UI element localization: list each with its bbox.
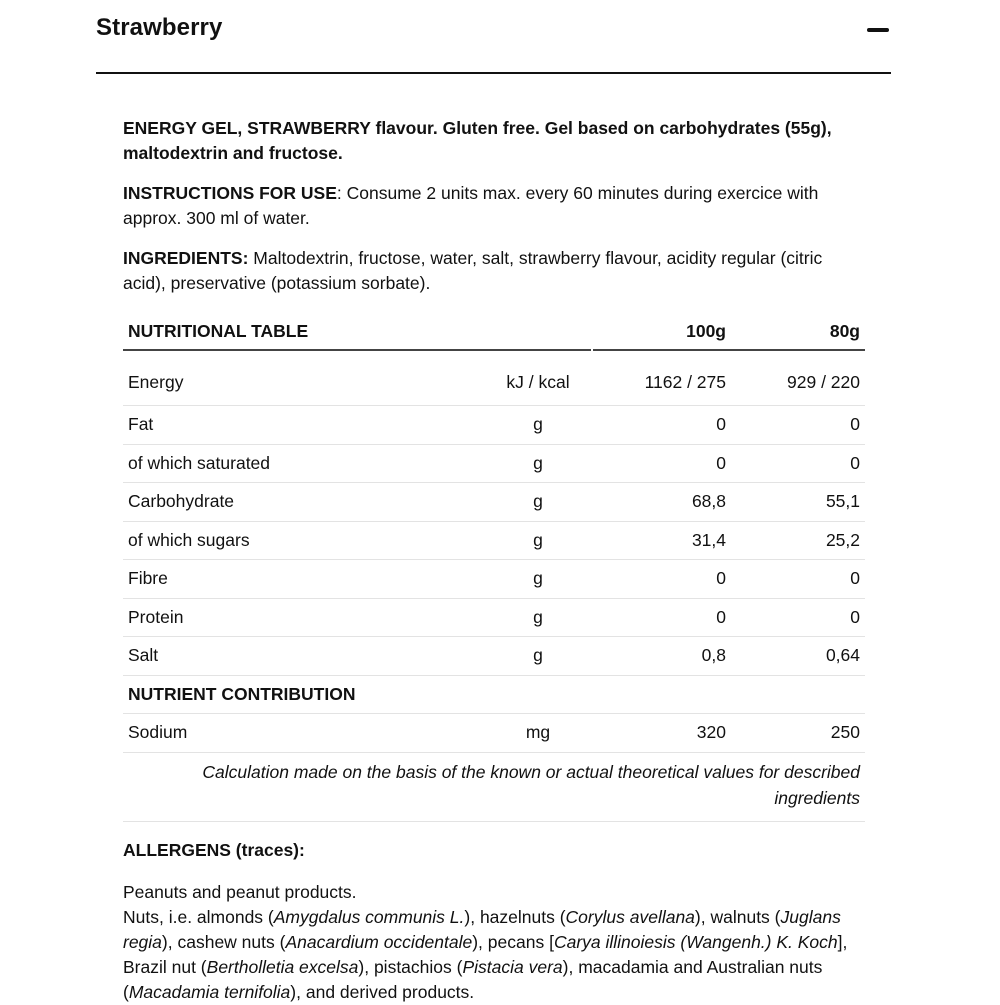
nutrient-name: of which sugars	[123, 522, 483, 561]
column-header-100g: 100g	[593, 313, 731, 351]
allergen-peanuts: Peanuts and peanut products.	[123, 881, 357, 902]
value-100g: 0	[593, 599, 731, 638]
allergen-text-part: Nuts, i.e. almonds (	[123, 906, 274, 927]
nutrient-name: Carbohydrate	[123, 483, 483, 522]
allergen-text-part: ), pistachios (	[358, 956, 463, 977]
value-100g: 0	[593, 560, 731, 599]
accordion-content	[123, 116, 865, 1005]
instructions-text: : Consume 2 units max. every 60 minutes during exercice with approx. 300 ml of water.	[123, 183, 819, 228]
nutrient-contribution-title: NUTRIENT CONTRIBUTION	[123, 676, 865, 715]
ingredients-label: INGREDIENTS:	[123, 248, 249, 268]
nutrient-name: Sodium	[123, 714, 483, 753]
allergens-heading: ALLERGENS (traces):	[123, 839, 305, 860]
table-row	[123, 406, 865, 445]
nutrient-name: Protein	[123, 599, 483, 638]
latin-name: Macadamia ternifolia	[128, 981, 291, 1002]
latin-name: Bertholletia excelsa	[206, 956, 359, 977]
value-80g: 0	[731, 406, 865, 445]
nutrient-unit: g	[483, 522, 593, 561]
table-row	[123, 560, 865, 599]
ingredients-paragraph	[123, 246, 865, 296]
nutritional-table	[123, 313, 865, 822]
latin-name: Carya illinoiesis (Wangenh.) K. Koch	[553, 931, 838, 952]
value-100g: 68,8	[593, 483, 731, 522]
value-100g: 0	[593, 445, 731, 484]
latin-name: Juglans regia	[123, 906, 841, 952]
allergen-text-part: ), and derived products.	[290, 981, 475, 1002]
table-row	[123, 637, 865, 676]
allergens-text	[123, 880, 865, 1005]
value-80g: 0	[731, 560, 865, 599]
instructions-paragraph	[123, 181, 865, 231]
table-row	[123, 445, 865, 484]
nutrient-unit: g	[483, 406, 593, 445]
nutrient-unit: kJ / kcal	[483, 351, 593, 406]
table-title: NUTRITIONAL TABLE	[123, 313, 591, 351]
value-80g: 25,2	[731, 522, 865, 561]
latin-name: Amygdalus communis L.	[273, 906, 465, 927]
nutrient-name: Energy	[123, 351, 483, 406]
allergen-text-part: ), cashew nuts (	[161, 931, 286, 952]
allergen-text-part: ), pecans [	[472, 931, 554, 952]
value-100g: 0	[593, 406, 731, 445]
table-row	[123, 599, 865, 638]
value-100g: 1162 / 275	[593, 351, 731, 406]
table-note-row	[123, 753, 865, 822]
product-description: ENERGY GEL, STRAWBERRY flavour. Gluten free. Gel based on carbohydrates (55g), maltodextrin and fructose.	[123, 118, 832, 163]
value-100g: 320	[593, 714, 731, 753]
value-100g: 0,8	[593, 637, 731, 676]
allergen-text-part: ), macadamia and Australian nuts (	[123, 956, 823, 1002]
value-80g: 0	[731, 445, 865, 484]
latin-name: Pistacia vera	[462, 956, 563, 977]
nutrient-name: Salt	[123, 637, 483, 676]
column-header-80g: 80g	[731, 313, 865, 351]
nutrient-name: of which saturated	[123, 445, 483, 484]
value-80g: 929 / 220	[731, 351, 865, 406]
table-header-row	[123, 313, 865, 351]
nutrient-name: Fat	[123, 406, 483, 445]
value-80g: 55,1	[731, 483, 865, 522]
instructions-label: INSTRUCTIONS FOR USE	[123, 183, 337, 203]
minus-icon[interactable]	[867, 22, 889, 38]
table-row	[123, 714, 865, 753]
table-row	[123, 351, 865, 406]
value-80g: 0,64	[731, 637, 865, 676]
nutrient-unit: mg	[483, 714, 593, 753]
nutrient-unit: g	[483, 599, 593, 638]
allergen-text-part: ), walnuts (	[694, 906, 781, 927]
nutrient-unit: g	[483, 445, 593, 484]
value-100g: 31,4	[593, 522, 731, 561]
table-row	[123, 522, 865, 561]
latin-name: Anacardium occidentale	[285, 931, 473, 952]
nutrient-name: Fibre	[123, 560, 483, 599]
value-80g: 250	[731, 714, 865, 753]
accordion-header-strawberry[interactable]	[96, 0, 891, 74]
value-80g: 0	[731, 599, 865, 638]
nutrient-unit: g	[483, 560, 593, 599]
accordion-title: Strawberry	[96, 14, 223, 41]
latin-name: Corylus avellana	[565, 906, 695, 927]
ingredients-text: Maltodextrin, fructose, water, salt, strawberry flavour, acidity regular (citric acid), preservative (potassium sorbate).	[123, 248, 823, 293]
calculation-note: Calculation made on the basis of the known or actual theoretical values for described ingredients	[123, 753, 865, 822]
section-header-row	[123, 676, 865, 715]
nutrient-unit: g	[483, 637, 593, 676]
nutrient-unit: g	[483, 483, 593, 522]
allergen-text-part: ), hazelnuts (	[464, 906, 566, 927]
table-row	[123, 483, 865, 522]
allergen-text-part: ], Brazil nut (	[123, 931, 848, 977]
